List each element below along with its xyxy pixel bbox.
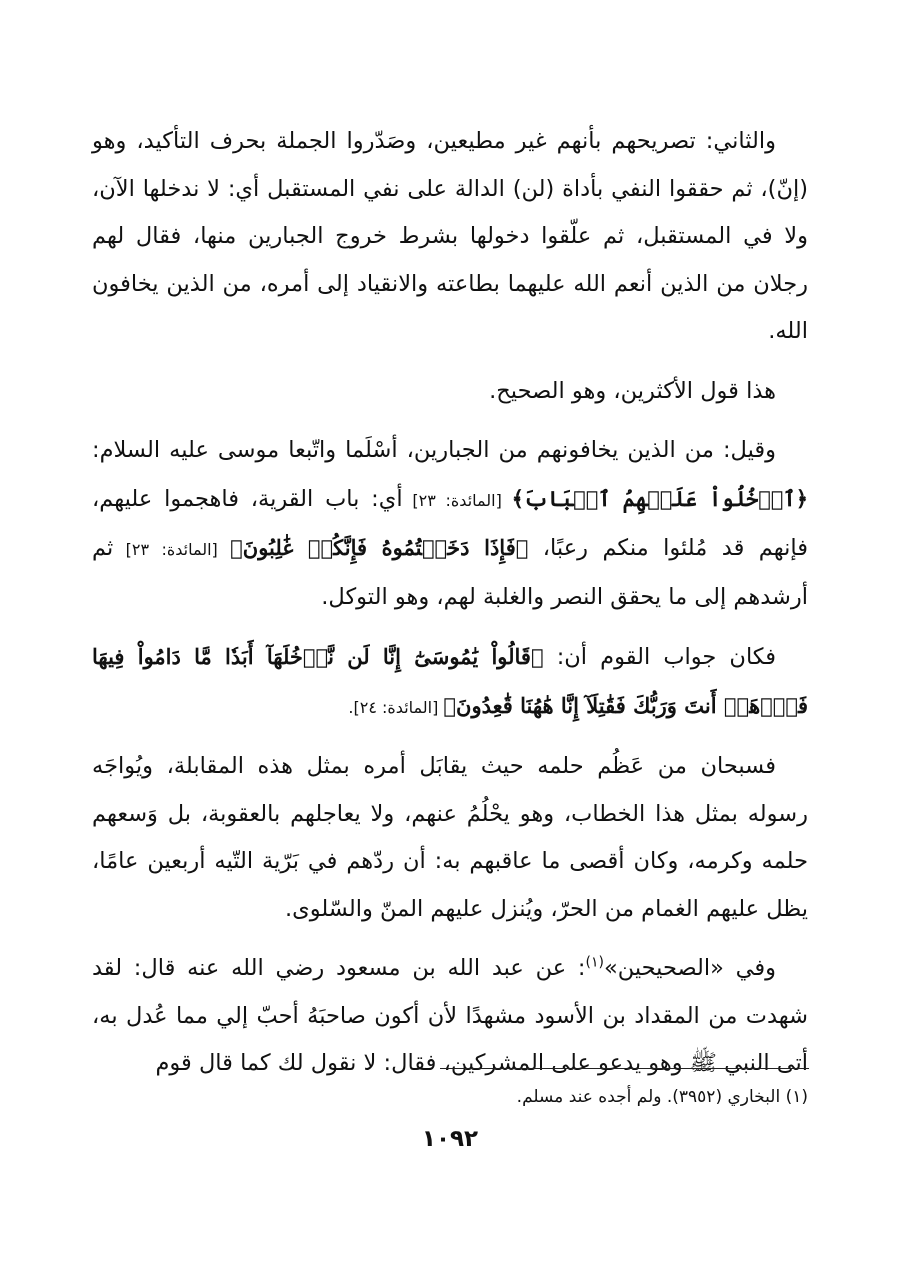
paragraph-3-text-2: أي: باب القرية، فاهجموا عليهم، فإنهم قد مُلئوا منكم رعبًا، — [92, 485, 809, 561]
paragraph-6 — [92, 945, 808, 1088]
verse-reference-3: [المائدة: ٢٤]. — [348, 697, 444, 717]
paragraph-4-text-1: فكان جواب القوم أن: — [543, 644, 776, 670]
paragraph-5: فسبحان من عَظُم حلمه حيث يقابَل أمره بمثل هذه المقابلة، ويُواجَه رسوله بمثل هذا الخطاب، وهو يحْلُمُ عنهم، ولا يعاجلهم بالعقوبة، بل وَسعهم حلمه وكرمه، وكان أقصى ما عاقبهم به: أن ردّهم في بَرّية التّيه أربعين عامًا، يظل عليهم الغمام من الحرّ، ويُنزل عليهم المنّ والسّلوى. — [92, 753, 808, 922]
paragraph-1: والثاني: تصريحهم بأنهم غير مطيعين، وصَدّروا الجملة بحرف التأكيد، وهو (إنّ)، ثم حققوا النفي بأداة (لن) الدالة على نفي المستقبل أي: لا ندخلها الآن، ولا في المستقبل، ثم علّقوا دخولها بشرط خروج الجبارين منها، فقال لهم رجلان من الذين أنعم الله عليهما بطاعته والانقياد إلى أمره، من الذين يخافون الله. — [92, 128, 808, 344]
page-number: ١٠٩٢ — [421, 1126, 479, 1152]
footnote-divider — [440, 1068, 809, 1069]
paragraph-4 — [92, 633, 808, 731]
quran-verse-2: ﴿فَإِذَا دَخَلۡتُمُوهُ فَإِنَّكُمۡ غَٰلِبُونَ﴾ — [230, 535, 529, 560]
quran-verse-3: ﴿قَالُواْ يَٰمُوسَىٰٓ إِنَّا لَن نَّدۡخُلَهَآ أَبَدٗا مَّا دَامُواْ فِيهَا فَٱذۡهَبۡ أَنتَ وَرَبُّكَ فَقَٰتِلَآ إِنَّا هَٰهُنَا قَٰعِدُونَ﴾ — [92, 644, 808, 718]
verse-reference-1: [المائدة: ٢٣] — [402, 490, 512, 510]
paragraph-6-text-1: وفي «الصحيحين» — [603, 955, 776, 981]
paragraph-3-text-1: وقيل: من الذين يخافونهم من الجبارين، أسْلَما واتّبعا موسى عليه السلام: — [92, 437, 776, 463]
verse-reference-2: [المائدة: ٢٣] — [113, 540, 231, 559]
footnote: (١) البخاري (٣٩٥٢). ولم أجده عند مسلم. — [516, 1087, 808, 1107]
footnote-marker: (١) — [585, 954, 604, 971]
paragraph-3-text-3: ثم أرشدهم إلى ما يحقق النصر والغلبة لهم، وهو التوكل. — [92, 535, 808, 610]
paragraph-3 — [92, 427, 808, 621]
quran-verse-1: ﴿ٱدۡخُلُواْ عَلَيۡهِمُ ٱلۡبَابَ﴾ — [511, 485, 809, 511]
paragraph-6-text-2: : عن عبد الله بن مسعود رضي الله عنه قال: لقد شهدت من المقداد بن الأسود مشهدًا لأن أكون صاحبَهُ أحبّ إلي مما عُدل به، أتى النبي ﷺ وهو يدعو على المشركين، فقال: لا نقول لك كما قال قوم — [92, 955, 808, 1076]
page-body — [92, 118, 808, 1100]
paragraph-2: هذا قول الأكثرين، وهو الصحيح. — [489, 377, 776, 404]
